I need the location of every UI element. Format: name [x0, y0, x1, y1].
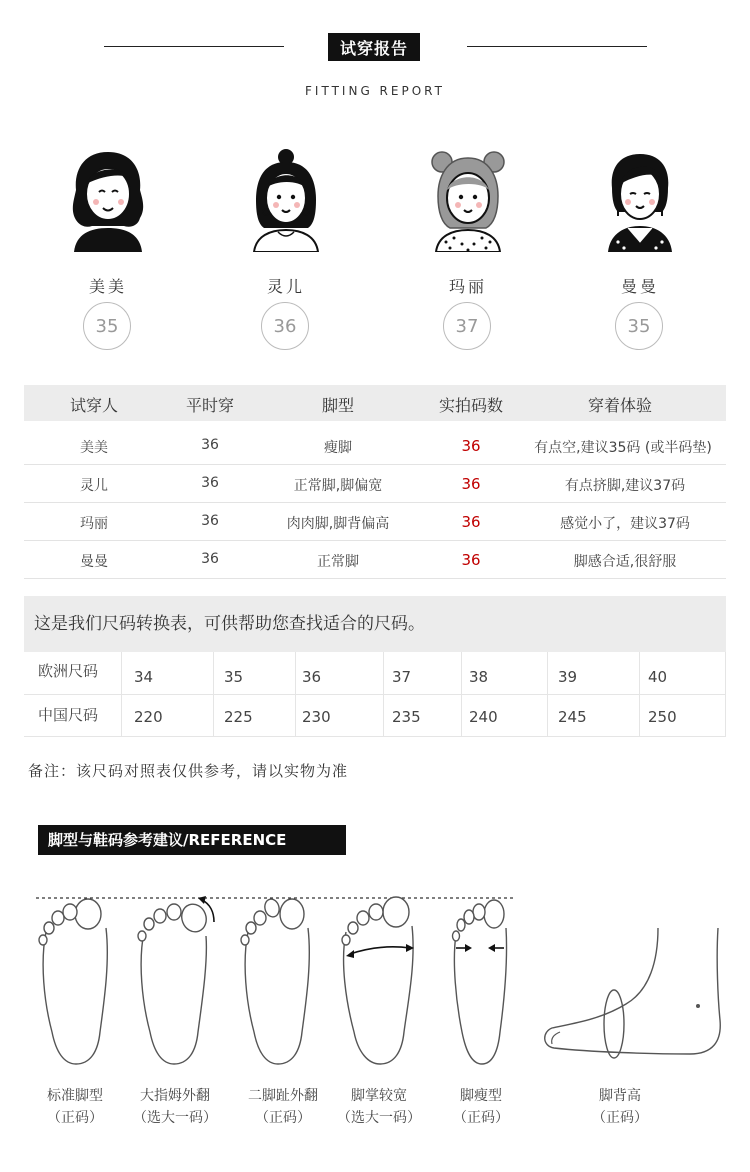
size-cell: 37 [384, 652, 462, 694]
person-name: 美美 [88, 277, 127, 296]
person-name: 玛丽 [448, 277, 487, 296]
size-cell: 39 [548, 652, 640, 694]
size-cell: 38 [462, 652, 548, 694]
fitting-table-header [24, 385, 726, 421]
size-cell: 225 [214, 694, 296, 736]
experience-cell: 脚感合适,很舒服 [573, 554, 677, 570]
person-size-badge: 35 [83, 302, 131, 350]
bunion-foot-icon [136, 892, 220, 1068]
foot-type-cell: 肉肉脚,脚背偏高 [286, 516, 390, 532]
usual-size-cell: 36 [201, 475, 219, 491]
table-row [24, 541, 726, 579]
usual-size-cell: 36 [201, 551, 219, 567]
fitted-size-cell: 36 [461, 437, 481, 455]
size-note: 备注：该尺码对照表仅供参考，请以实物为准 [28, 762, 349, 780]
size-cell: 220 [122, 694, 214, 736]
size-cell: 235 [384, 694, 462, 736]
column-header-foot-type: 脚型 [321, 396, 354, 415]
person-name: 灵儿 [266, 277, 305, 296]
narrow-foot-icon [448, 892, 512, 1068]
experience-cell: 有点空,建议35码 (或半码垫) [534, 440, 712, 456]
header-left-rule [104, 46, 284, 47]
second-toe-foot-icon [240, 892, 316, 1068]
usual-size-cell: 36 [201, 437, 219, 453]
column-header-tester: 试穿人 [69, 396, 118, 415]
girl-twin-buns-icon [426, 148, 510, 252]
page-title: 试穿报告 [328, 33, 420, 61]
table-row [24, 652, 726, 695]
size-cell: 250 [640, 694, 726, 736]
page-subtitle: FITTING REPORT [305, 84, 445, 98]
table-row [24, 503, 726, 541]
size-cell: 245 [548, 694, 640, 736]
reference-title: 脚型与鞋码参考建议/REFERENCE [38, 825, 346, 855]
person-size-badge: 37 [443, 302, 491, 350]
size-cell: 230 [296, 694, 384, 736]
wide-foot-icon [340, 892, 420, 1068]
fitted-size-cell: 36 [461, 475, 481, 493]
foot-type-label: 脚瘦型 （正码） [453, 1088, 509, 1126]
foot-type-cell: 正常脚,脚偏宽 [293, 478, 383, 494]
standard-foot-icon [38, 892, 114, 1068]
experience-cell: 有点挤脚,建议37码 [564, 478, 686, 494]
tester-cell: 玛丽 [80, 516, 108, 532]
person-name: 曼曼 [620, 277, 659, 296]
size-cell: 40 [640, 652, 726, 694]
foot-type-cell: 正常脚 [317, 554, 359, 570]
foot-type-label: 标准脚型 （正码） [47, 1088, 103, 1126]
size-row-label: 中国尺码 [24, 694, 122, 736]
tester-cell: 曼曼 [80, 554, 108, 570]
fitted-size-cell: 36 [461, 551, 481, 569]
table-row [24, 427, 726, 465]
high-instep-foot-icon [540, 920, 726, 1070]
experience-cell: 感觉小了，建议37码 [560, 516, 690, 532]
person-size-badge: 35 [615, 302, 663, 350]
column-header-fitted-size: 实拍码数 [438, 396, 503, 415]
size-conversion-table [24, 596, 726, 736]
foot-type-label: 二脚趾外翻 （正码） [248, 1088, 318, 1126]
header-right-rule [467, 46, 647, 47]
girl-bun-hair-icon [244, 148, 328, 252]
girl-short-hair-icon [598, 148, 682, 252]
foot-type-label: 脚掌较宽 （选大一码） [337, 1088, 421, 1126]
table-row [24, 465, 726, 503]
foot-type-label: 大指姆外翻 （选大一码） [133, 1088, 217, 1126]
table-row [24, 694, 726, 737]
foot-type-label: 脚背高 （正码） [592, 1088, 648, 1126]
size-cell: 34 [122, 652, 214, 694]
column-header-usual-size: 平时穿 [185, 396, 234, 415]
usual-size-cell: 36 [201, 513, 219, 529]
size-cell: 35 [214, 652, 296, 694]
tester-cell: 灵儿 [80, 478, 108, 494]
size-cell: 36 [296, 652, 384, 694]
person-size-badge: 36 [261, 302, 309, 350]
size-row-label: 欧洲尺码 [24, 652, 122, 694]
tester-cell: 美美 [80, 440, 108, 456]
girl-wavy-hair-icon [66, 148, 150, 252]
size-table-caption: 这是我们尺码转换表，可供帮助您查找适合的尺码。 [24, 596, 726, 652]
fitted-size-cell: 36 [461, 513, 481, 531]
size-cell: 240 [462, 694, 548, 736]
foot-type-cell: 瘦脚 [324, 440, 352, 456]
column-header-experience: 穿着体验 [587, 396, 652, 415]
